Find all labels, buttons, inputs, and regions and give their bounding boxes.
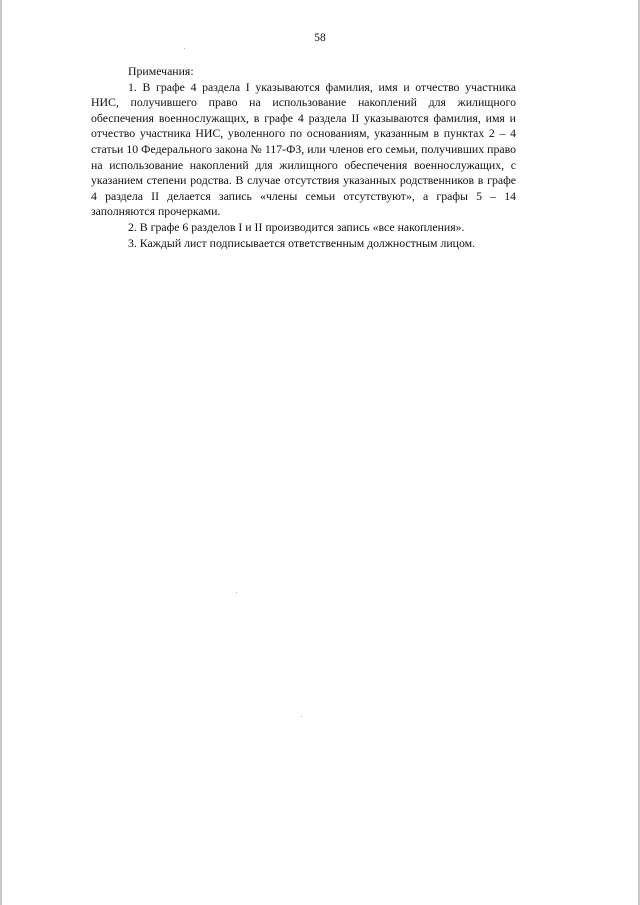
note-item-1: 1. В графе 4 раздела I указываются фамилия, имя и отчество участника НИС, получившего право на использование накоплений для жилищного обеспечения военнослужащих, в графе 4 раздела II указываются фамилия, имя и отчество участника НИС, уволенного по основаниям, указанным в пунктах 2 – 4 статьи 10 Федерального закона № 117-ФЗ, или членов его семьи, получивших право на использование накоплений для жилищного обеспечения военнослужащих, с указанием степени родства. В случае отсутствия указанных родственников в графе 4 раздела II делается запись «члены семьи отсутствуют», а графы 5 – 14 заполняются прочерками. <box>91 79 516 219</box>
page-number: 58 <box>314 32 326 44</box>
scan-edge-left <box>0 0 2 905</box>
note-item-2: 2. В графе 6 разделов I и II производится запись «все накопления». <box>128 219 465 234</box>
note-item-3: 3. Каждый лист подписывается ответственным должностным лицом. <box>128 235 476 250</box>
notes-heading: Примечания: <box>128 64 194 78</box>
scan-speck <box>236 592 237 593</box>
scan-speck <box>184 48 185 49</box>
scan-speck <box>301 716 302 717</box>
notes-section <box>91 64 516 251</box>
